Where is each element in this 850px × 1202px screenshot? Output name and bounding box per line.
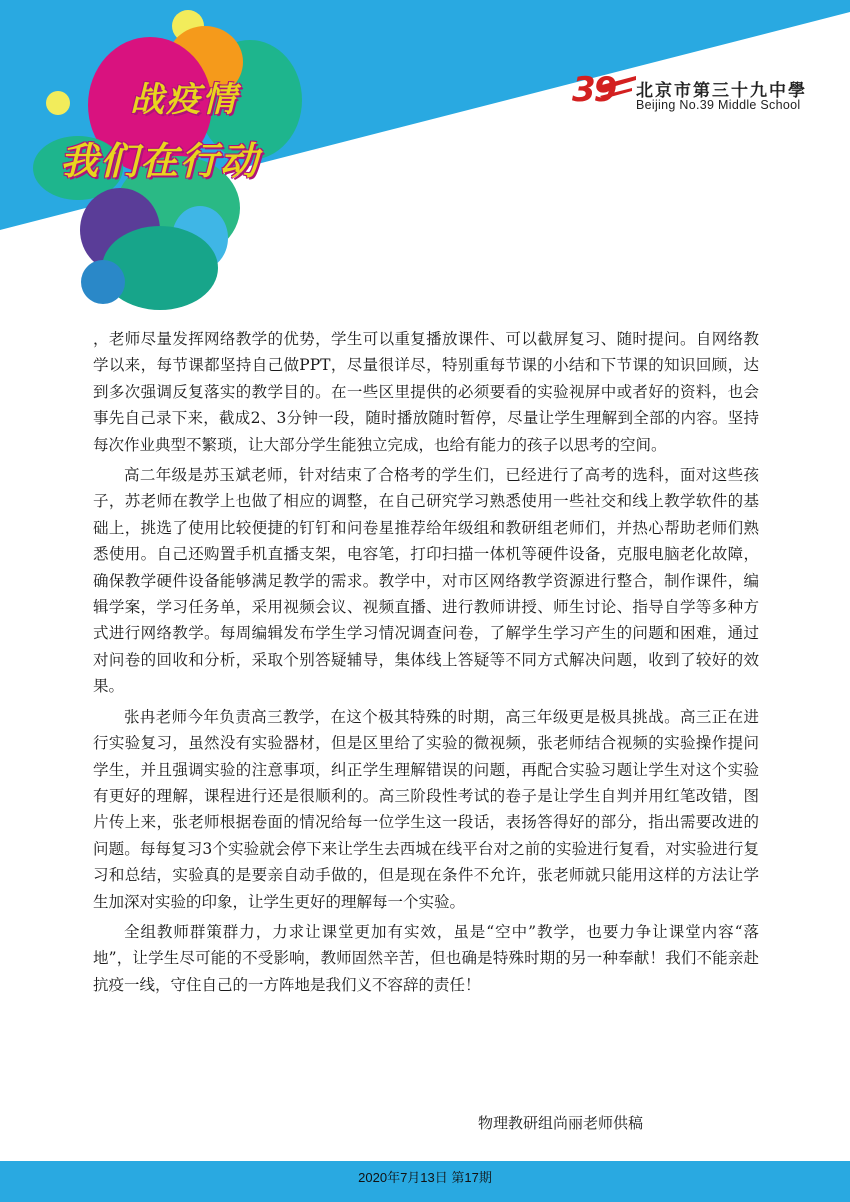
slogan-line-1: 战疫情 [130, 80, 238, 120]
bubble-yellow-left [46, 91, 70, 115]
school-name-cn: 北京市第三十九中學 [636, 81, 807, 101]
bubble-blue-bottom [81, 260, 125, 304]
paragraph-1: ，老师尽量发挥网络教学的优势，学生可以重复播放课件、可以截屏复习、随时提问。自网络教学以来，每节课都坚持自己做PPT，尽量很详尽，特别重每节课的小结和下节课的知识回顾，达到多次强调反复落实的教学目的。在一些区里提供的必须要看的实验视屏中或者好的资料，也会事先自己录下来，截成2、3分钟一段，随时播放随时暂停，尽量让学生理解到全部的内容。坚持每次作业典型不繁琐，让大部分学生能独立完成，也给有能力的孩子以思考的空间。 [93, 330, 759, 454]
school-name-en: Beijing No.39 Middle School [636, 98, 801, 112]
paragraph-4: 全组教师群策群力，力求让课堂更加有实效，虽是“空中”教学，也要力争让课堂内容“落地”，让学生尽可能的不受影响，教师固然辛苦，但也确是特殊时期的另一种奉献！我们不能亲赴抗疫一线，守住自己的一方阵地是我们义不容辞的责任！ [93, 922, 759, 994]
school-logo-number: 39 [572, 70, 616, 110]
article-body [93, 326, 759, 1002]
author-signature: 物理教研组尚丽老师供稿 [478, 1114, 644, 1132]
issue-date: 2020年7月13日 第17期 [358, 1170, 492, 1185]
paragraph-2: 高二年级是苏玉斌老师，针对结束了合格考的学生们，已经进行了高考的选科，面对这些孩子，苏老师在教学上也做了相应的调整，在自己研究学习熟悉使用一些社交和线上教学软件的基础上，挑选了使用比较便捷的钉钉和问卷星推荐给年级组和教研组老师们，并热心帮助老师们熟悉使用。自己还购置手机直播支架，电容笔，打印扫描一体机等硬件设备，克服电脑老化故障，确保教学硬件设备能够满足教学的需求。教学中，对市区网络教学资源进行整合，制作课件，编辑学案，学习任务单，采用视频会议、视频直播、进行教师讲授、师生讨论、指导自学等多种方式进行网络教学。每周编辑发布学生学习情况调查问卷，了解学生学习产生的问题和困难，通过对问卷的回收和分析，采取个别答疑辅导，集体线上答疑等不同方式解决问题，收到了较好的效果。 [93, 466, 759, 696]
paragraph-3: 张冉老师今年负责高三教学，在这个极其特殊的时期，高三年级更是极具挑战。高三正在进行实验复习，虽然没有实验器材，但是区里给了实验的微视频，张老师结合视频的实验操作提问学生，并且强调实验的注意事项，纠正学生理解错误的问题，再配合实验习题让学生对这个实验有更好的理解，课程进行还是很顺利的。高三阶段性考试的卷子是让学生自判并用红笔改错，图片传上来，张老师根据卷面的情况给每一位学生这一段话，表扬答得好的部分，指出需要改进的问题。每每复习3个实验就会停下来让学生去西城在线平台对之前的实验进行复看，对实验进行复习和总结，实验真的是要亲自动手做的，但是现在条件不允许，张老师就只能用这样的方法让学生加深对实验的印象，让学生更好的理解每一个实验。 [93, 707, 759, 911]
slogan-line-2: 我们在行动 [60, 139, 261, 183]
